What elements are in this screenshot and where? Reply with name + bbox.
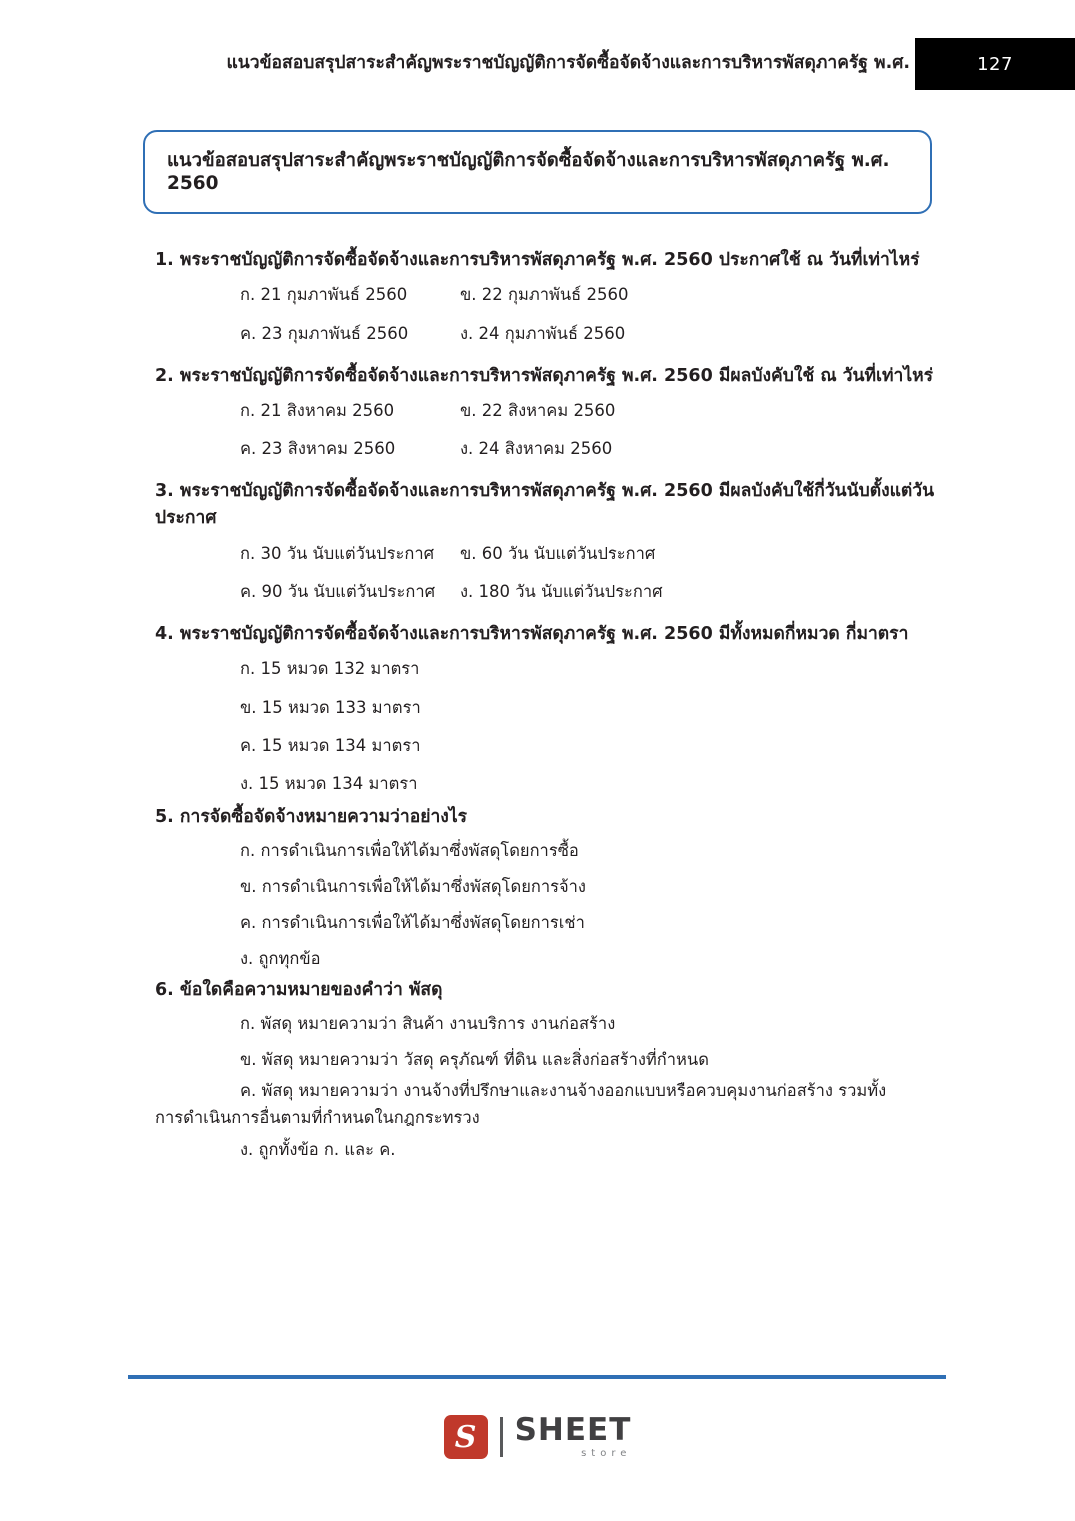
question-1-text: 1. พระราชบัญญัติการจัดซื้อจัดจ้างและการบริหารพัสดุภาครัฐ พ.ศ. 2560 ประกาศใช้ ณ วันที่เท่าไหร่	[155, 250, 920, 270]
choice-row	[155, 573, 955, 612]
footer-logo	[0, 1412, 1075, 1459]
sheetstore-logo-icon: S	[444, 1415, 488, 1459]
choice-4-a[interactable]: ก. 15 หมวด 132 มาตรา	[240, 659, 420, 679]
question-3-text: 3. พระราชบัญญัติการจัดซื้อจัดจ้างและการบริหารพัสดุภาครัฐ พ.ศ. 2560 มีผลบังคับใช้กี่วันนับตั้งแต่วันประกาศ	[155, 481, 935, 529]
running-header-title: แนวข้อสอบสรุปสาระสำคัญพระราชบัญญัติการจัดซื้อจัดจ้างและการบริหารพัสดุภาครัฐ พ.ศ.	[226, 53, 910, 73]
choice-1-d[interactable]: ง. 24 กุมภาพันธ์ 2560	[460, 323, 626, 343]
choice-6-d[interactable]: ง. ถูกทั้งข้อ ก. และ ค.	[240, 1139, 396, 1159]
choice-5-c[interactable]: ค. การดำเนินการเพื่อให้ได้มาซึ่งพัสดุโดยการเช่า	[240, 913, 585, 933]
footer-divider	[128, 1375, 946, 1379]
choice-4-d[interactable]: ง. 15 หมวด 134 มาตรา	[240, 774, 418, 794]
choice-row	[155, 430, 955, 469]
choice-row	[155, 315, 955, 354]
question-2-text: 2. พระราชบัญญัติการจัดซื้อจัดจ้างและการบริหารพัสดุภาครัฐ พ.ศ. 2560 มีผลบังคับใช้ ณ วันที่เท่าไหร่	[155, 365, 934, 386]
choice-5-b[interactable]: ข. การดำเนินการเพื่อให้ได้มาซึ่งพัสดุโดยการจ้าง	[240, 877, 586, 897]
logo-sheet-text: SHEET	[514, 1412, 632, 1448]
choice-row	[155, 535, 955, 574]
choice-6-c-line2: การดำเนินการอื่นตามที่กำหนดในกฎกระทรวง	[155, 1108, 480, 1128]
choice-2-c[interactable]: ค. 23 สิงหาคม 2560	[240, 439, 396, 459]
choice-5-d[interactable]: ง. ถูกทุกข้อ	[240, 949, 321, 969]
question-6-choices	[155, 1006, 955, 1167]
choice-6-c[interactable]	[155, 1078, 955, 1131]
choice-6-c-line1: ค. พัสดุ หมายความว่า งานจ้างที่ปรึกษาและงานจ้างออกแบบหรือควบคุมงานก่อสร้าง รวมทั้ง	[240, 1081, 887, 1101]
choice-2-b[interactable]: ข. 22 สิงหาคม 2560	[460, 400, 616, 420]
choice-3-d[interactable]: ง. 180 วัน นับแต่วันประกาศ	[460, 582, 663, 602]
logo-wordmark	[514, 1412, 632, 1459]
question-3-choices	[155, 535, 955, 612]
choice-4-b[interactable]: ข. 15 หมวด 133 มาตรา	[240, 697, 421, 717]
choice-row	[155, 276, 955, 315]
choice-3-c[interactable]: ค. 90 วัน นับแต่วันประกาศ	[240, 582, 436, 602]
exam-questions-body	[155, 247, 955, 1168]
choice-3-a[interactable]: ก. 30 วัน นับแต่วันประกาศ	[240, 543, 435, 563]
question-5-text: 5. การจัดซื้อจัดจ้างหมายความว่าอย่างไร	[155, 806, 468, 827]
choice-row	[155, 392, 955, 431]
logo-store-text: store	[581, 1448, 632, 1459]
question-4-text: 4. พระราชบัญญัติการจัดซื้อจัดจ้างและการบริหารพัสดุภาครัฐ พ.ศ. 2560 มีทั้งหมดกี่หมวด กี่มาตรา	[155, 623, 909, 644]
question-2-choices	[155, 392, 955, 469]
choice-2-d[interactable]: ง. 24 สิงหาคม 2560	[460, 439, 613, 459]
logo-divider	[500, 1417, 503, 1457]
choice-6-a[interactable]: ก. พัสดุ หมายความว่า สินค้า งานบริการ งานก่อสร้าง	[240, 1014, 616, 1034]
document-title-box	[143, 130, 932, 214]
question-1-choices	[155, 276, 955, 353]
choice-4-c[interactable]: ค. 15 หมวด 134 มาตรา	[240, 736, 421, 756]
page-title: แนวข้อสอบสรุปสาระสำคัญพระราชบัญญัติการจัดซื้อจัดจ้างและการบริหารพัสดุภาครัฐ พ.ศ. 2560	[167, 149, 890, 194]
choice-3-b[interactable]: ข. 60 วัน นับแต่วันประกาศ	[460, 543, 656, 563]
choice-5-a[interactable]: ก. การดำเนินการเพื่อให้ได้มาซึ่งพัสดุโดยการซื้อ	[240, 841, 579, 861]
choice-6-b[interactable]: ข. พัสดุ หมายความว่า วัสดุ ครุภัณฑ์ ที่ดิน และสิ่งก่อสร้างที่กำหนด	[240, 1050, 709, 1070]
question-4-choices	[155, 650, 955, 804]
question-6-text: 6. ข้อใดคือความหมายของคำว่า พัสดุ	[155, 980, 443, 1001]
choice-2-a[interactable]: ก. 21 สิงหาคม 2560	[240, 400, 395, 420]
choice-1-c[interactable]: ค. 23 กุมภาพันธ์ 2560	[240, 323, 409, 343]
choice-1-b[interactable]: ข. 22 กุมภาพันธ์ 2560	[460, 285, 629, 305]
page-number-badge: 127	[915, 38, 1075, 90]
page-header	[0, 0, 1075, 102]
choice-1-a[interactable]: ก. 21 กุมภาพันธ์ 2560	[240, 285, 408, 305]
question-5-choices	[155, 833, 955, 977]
